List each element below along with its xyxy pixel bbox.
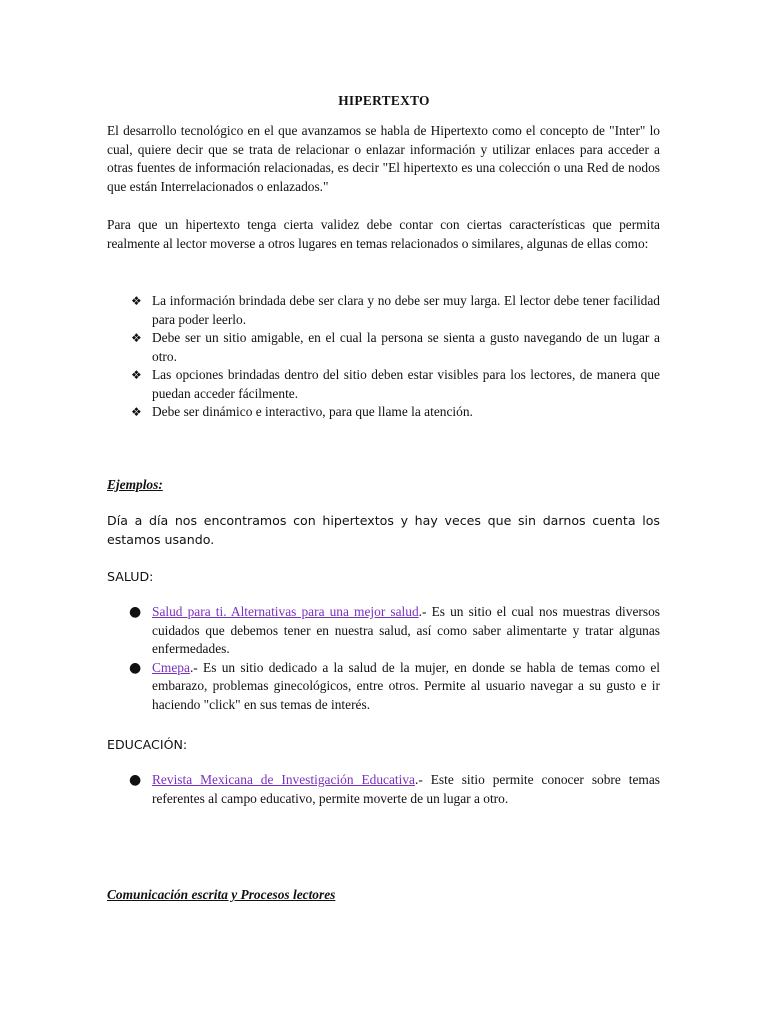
cmepa-description: .- Es un sitio dedicado a la salud de la mujer, en donde se habla de temas como el embarazo, problemas ginecológicos, entre otros. Permite al usuario navegar a su gusto e ir haciendo "click" en sus temas de interés. bbox=[152, 659, 660, 712]
cmepa-link[interactable]: Cmepa bbox=[152, 659, 190, 675]
round-bullet-icon: ● bbox=[129, 772, 142, 788]
characteristics-list bbox=[107, 292, 660, 422]
characteristics-paragraph: Para que un hipertexto tenga cierta validez debe contar con ciertas características que permita realmente al lector moverse a otros lugares en temas relacionados o similares, algunas de ellas como: bbox=[107, 217, 660, 251]
footer-heading: Comunicación escrita y Procesos lectores bbox=[107, 887, 336, 902]
salud-list bbox=[107, 603, 660, 714]
salud-description: .- Es un sitio el cual nos muestras diversos cuidados que debemos tener en nuestra salud, así como saber alimentarte y tratar algunas enfermedades. bbox=[152, 604, 660, 656]
characteristic-text: Las opciones brindadas dentro del sitio deben estar visibles para los lectores, de manera que puedan acceder fácilmente. bbox=[152, 367, 660, 401]
revista-description: .- Este sitio permite conocer sobre temas referentes al campo educativo, permite moverte de un lugar a otro. bbox=[152, 772, 660, 806]
round-bullet-icon: ● bbox=[129, 604, 142, 620]
page-title: HIPERTEXTO bbox=[338, 93, 430, 108]
educacion-list bbox=[107, 771, 660, 808]
examples-heading: Ejemplos: bbox=[107, 477, 163, 492]
salud-label: SALUD: bbox=[107, 569, 154, 584]
revista-link[interactable]: Revista Mexicana de Investigación Educativa bbox=[152, 772, 415, 787]
salud-link[interactable]: Salud para ti. Alternativas para una mejor salud bbox=[152, 604, 419, 619]
diamond-bullet-icon: ❖ bbox=[131, 405, 142, 419]
diamond-bullet-icon: ❖ bbox=[131, 294, 142, 308]
educacion-label: EDUCACIÓN: bbox=[107, 737, 188, 752]
round-bullet-icon: ● bbox=[129, 659, 142, 676]
intro-paragraph: El desarrollo tecnológico en el que avanzamos se habla de Hipertexto como el concepto de "Inter" lo cual, quiere decir que se trata de relacionar o enlazar información y utilizar enlaces para acceder a otras fuentes de información relacionadas, es decir "El hipertexto es una colección o una Red de nodos que están Interrelacionados o enlazados." bbox=[107, 123, 660, 194]
list-item bbox=[107, 329, 660, 366]
list-item bbox=[107, 659, 660, 715]
list-item bbox=[107, 403, 660, 422]
examples-intro: Día a día nos encontramos con hipertextos y hay veces que sin darnos cuenta los estamos usando. bbox=[107, 513, 660, 547]
characteristic-text: Debe ser dinámico e interactivo, para que llame la atención. bbox=[152, 404, 473, 419]
characteristic-text: Debe ser un sitio amigable, en el cual la persona se sienta a gusto navegando de un lugar a otro. bbox=[152, 330, 660, 364]
list-item bbox=[107, 292, 660, 329]
diamond-bullet-icon: ❖ bbox=[131, 368, 142, 382]
list-item bbox=[107, 366, 660, 403]
list-item bbox=[107, 603, 660, 659]
list-item bbox=[107, 771, 660, 808]
diamond-bullet-icon: ❖ bbox=[131, 331, 142, 345]
characteristic-text: La información brindada debe ser clara y no debe ser muy larga. El lector debe tener facilidad para poder leerlo. bbox=[152, 293, 660, 327]
